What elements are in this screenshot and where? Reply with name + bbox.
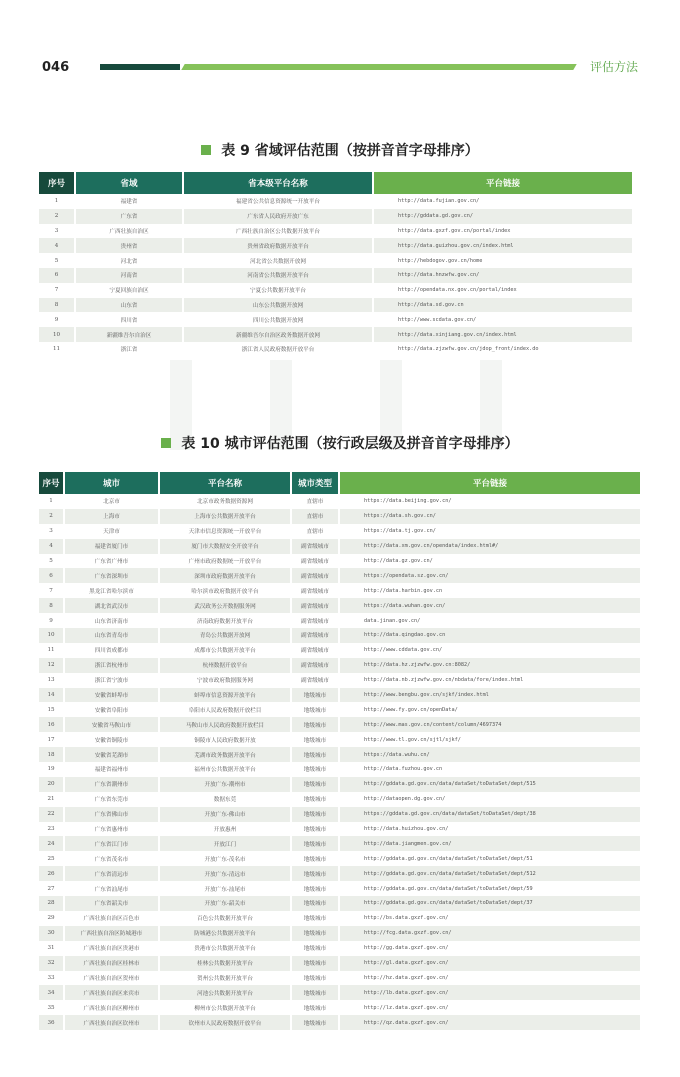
table-cell: 广东省深圳市	[65, 568, 160, 583]
table-cell: 11	[39, 342, 76, 357]
table-cell: 广东省茂名市	[65, 851, 160, 866]
platform-link-cell: http://gddata.gd.gov.cn/data/dataSet/toDataSet/dept/512	[340, 866, 642, 881]
table-cell: 武汉政务公开数据服务网	[160, 598, 292, 613]
platform-link-cell: http://fcg.data.gxzf.gov.cn/	[340, 926, 642, 941]
table-row	[39, 583, 642, 598]
table9	[39, 172, 634, 357]
platform-link-cell: http://www.scdata.gov.cn/	[374, 312, 634, 327]
table-cell: 广西壮族自治区贵港市	[65, 941, 160, 956]
table-cell: 地级城市	[292, 866, 340, 881]
platform-link-cell: http://gl.data.gxzf.gov.cn/	[340, 956, 642, 971]
table-cell: 上海市	[65, 509, 160, 524]
table-cell: 防城港公共数据开放平台	[160, 926, 292, 941]
table-cell: 20	[39, 777, 65, 792]
table-cell: 山东公共数据开放网	[184, 298, 374, 313]
table-cell: 9	[39, 613, 65, 628]
table-cell: 地级城市	[292, 777, 340, 792]
table-cell: 副省级城市	[292, 539, 340, 554]
platform-link-cell: http://opendata.nx.gov.cn/portal/index	[374, 283, 634, 298]
platform-link-cell: https://data.tj.gov.cn/	[340, 524, 642, 539]
table-cell: 13	[39, 673, 65, 688]
table-cell: 河南省	[76, 268, 184, 283]
table-row	[39, 209, 634, 224]
table-cell: 开放江门	[160, 836, 292, 851]
table-cell: 广东省韶关市	[65, 896, 160, 911]
table-cell: 27	[39, 881, 65, 896]
table-cell: 地级城市	[292, 717, 340, 732]
table-cell: 地级城市	[292, 941, 340, 956]
table-cell: 广西壮族自治区钦州市	[65, 1015, 160, 1030]
table-row	[39, 717, 642, 732]
table-cell: 河南省公共数据开放平台	[184, 268, 374, 283]
table-cell: 4	[39, 238, 76, 253]
header-bar-dark	[100, 64, 180, 70]
table-cell: 山东省济南市	[65, 613, 160, 628]
platform-link-cell: http://www.fy.gov.cn/openData/	[340, 702, 642, 717]
table-cell: 15	[39, 702, 65, 717]
table-cell: 开放惠州	[160, 822, 292, 837]
table-row	[39, 283, 634, 298]
table-cell: 济南政府数据开放平台	[160, 613, 292, 628]
table-cell: 宁夏回族自治区	[76, 283, 184, 298]
table-row	[39, 896, 642, 911]
platform-link-cell: http://gddata.gd.gov.cn/data/dataSet/toDataSet/dept/59	[340, 881, 642, 896]
platform-link-cell: http://data.fujian.gov.cn/	[374, 194, 634, 209]
platform-link-cell: https://data.sh.gov.cn/	[340, 509, 642, 524]
table9-title-text: 表 9 省域评估范围（按拼音首字母排序）	[221, 143, 479, 159]
table-cell: 广东省人民政府开放广东	[184, 209, 374, 224]
table-row	[39, 688, 642, 703]
table-cell: 32	[39, 956, 65, 971]
table-row	[39, 524, 642, 539]
platform-link-cell: http://data.nb.zjzwfw.gov.cn/nbdata/fore/index.html	[340, 673, 642, 688]
table-cell: 地级城市	[292, 896, 340, 911]
platform-link-cell: http://data.huizhou.gov.cn/	[340, 822, 642, 837]
table-row	[39, 851, 642, 866]
table-cell: 贵港市公共数据开放平台	[160, 941, 292, 956]
table-cell: 贺州公共数据开放平台	[160, 971, 292, 986]
title-square-icon	[161, 438, 171, 448]
table-row	[39, 777, 642, 792]
table-cell: 阜阳市人民政府数据开放栏目	[160, 702, 292, 717]
table-cell: 安徽省芜湖市	[65, 747, 160, 762]
table-cell: 上海市公共数据开放平台	[160, 509, 292, 524]
table-cell: 福建省福州市	[65, 762, 160, 777]
platform-link-cell: http://data.gz.gov.cn/	[340, 554, 642, 569]
platform-link-cell: http://www.tl.gov.cn/sjtl/sjkf/	[340, 732, 642, 747]
table-row	[39, 643, 642, 658]
table-cell: 8	[39, 298, 76, 313]
table-cell: 北京市	[65, 494, 160, 509]
table-cell: 青岛公共数据开放网	[160, 628, 292, 643]
table-cell: 北京市政务数据资源网	[160, 494, 292, 509]
table-cell: 12	[39, 658, 65, 673]
table-row	[39, 658, 642, 673]
table-cell: 28	[39, 896, 65, 911]
table-cell: 贵州省	[76, 238, 184, 253]
table-row	[39, 1015, 642, 1030]
table-cell: 16	[39, 717, 65, 732]
table-cell: 四川公共数据开放网	[184, 312, 374, 327]
table-cell: 广东省江门市	[65, 836, 160, 851]
platform-link-cell: http://data.hnzwfw.gov.cn/	[374, 268, 634, 283]
table-cell: 浙江省杭州市	[65, 658, 160, 673]
table-cell: 副省级城市	[292, 643, 340, 658]
table-cell: 地级城市	[292, 822, 340, 837]
platform-link-cell: https://data.wuhu.cn/	[340, 747, 642, 762]
table-cell: 5	[39, 253, 76, 268]
table-cell: 1	[39, 494, 65, 509]
platform-link-cell: http://data.sd.gov.cn	[374, 298, 634, 313]
table-cell: 地级城市	[292, 926, 340, 941]
table10-header-cell: 城市类型	[292, 472, 340, 494]
platform-link-cell: http://gddata.gd.gov.cn/data/dataSet/toDataSet/dept/515	[340, 777, 642, 792]
table-cell: 广西壮族自治区柳州市	[65, 1000, 160, 1015]
table-cell: 浙江省人民政府数据开放平台	[184, 342, 374, 357]
table-cell: 福建省	[76, 194, 184, 209]
table-row	[39, 673, 642, 688]
platform-link-cell: http://data.zjzwfw.gov.cn/jdop_front/index.do	[374, 342, 634, 357]
table-cell: 广东省	[76, 209, 184, 224]
table9-header-cell: 平台链接	[374, 172, 634, 194]
table-cell: 广西壮族自治区防城港市	[65, 926, 160, 941]
table-cell: 广西壮族自治区	[76, 224, 184, 239]
table-cell: 副省级城市	[292, 554, 340, 569]
table-row	[39, 792, 642, 807]
table-cell: 广东省惠州市	[65, 822, 160, 837]
table-cell: 广东省清远市	[65, 866, 160, 881]
platform-link-cell: http://data.xm.gov.cn/opendata/index.html#/	[340, 539, 642, 554]
platform-link-cell: http://data.fuzhou.gov.cn	[340, 762, 642, 777]
table-cell: 浙江省	[76, 342, 184, 357]
table-cell: 福建省公共信息资源统一开放平台	[184, 194, 374, 209]
table-cell: 10	[39, 327, 76, 342]
table10-header-cell: 平台名称	[160, 472, 292, 494]
table-row	[39, 568, 642, 583]
platform-link-cell: http://gddata.gd.gov.cn/data/dataSet/toDataSet/dept/51	[340, 851, 642, 866]
table-row	[39, 702, 642, 717]
table-cell: 2	[39, 509, 65, 524]
table-cell: 24	[39, 836, 65, 851]
platform-link-cell: http://data.jiangmen.gov.cn/	[340, 836, 642, 851]
table-row	[39, 985, 642, 1000]
platform-link-cell: https://opendata.sz.gov.cn/	[340, 568, 642, 583]
table-cell: 35	[39, 1000, 65, 1015]
table-cell: 3	[39, 524, 65, 539]
table-cell: 河池公共数据开放平台	[160, 985, 292, 1000]
platform-link-cell: http://dataopen.dg.gov.cn/	[340, 792, 642, 807]
table-cell: 安徽省马鞍山市	[65, 717, 160, 732]
table-cell: 7	[39, 283, 76, 298]
table-cell: 广西壮族自治区来宾市	[65, 985, 160, 1000]
table-cell: 副省级城市	[292, 613, 340, 628]
platform-link-cell: https://data.wuhan.gov.cn/	[340, 598, 642, 613]
table10	[39, 472, 642, 1030]
platform-link-cell: http://data.gxzf.gov.cn/portal/index	[374, 224, 634, 239]
table-row	[39, 911, 642, 926]
table-cell: 10	[39, 628, 65, 643]
table-cell: 地级城市	[292, 1000, 340, 1015]
table-cell: 地级城市	[292, 792, 340, 807]
table-cell: 新疆维吾尔自治区政务数据开放网	[184, 327, 374, 342]
table-cell: 地级城市	[292, 702, 340, 717]
table-cell: 钦州市人民政府数据开放平台	[160, 1015, 292, 1030]
table-row	[39, 822, 642, 837]
table-cell: 新疆维吾尔自治区	[76, 327, 184, 342]
table-cell: 广西壮族自治区桂林市	[65, 956, 160, 971]
table-cell: 25	[39, 851, 65, 866]
table-row	[39, 866, 642, 881]
table-cell: 直辖市	[292, 494, 340, 509]
table-cell: 安徽省铜陵市	[65, 732, 160, 747]
platform-link-cell: http://hebdogov.gov.cn/home	[374, 253, 634, 268]
table-cell: 广州市政府数据统一开放平台	[160, 554, 292, 569]
table-row	[39, 539, 642, 554]
page-number: 046	[42, 60, 70, 75]
table10-title	[0, 433, 680, 453]
table10-title-text: 表 10 城市评估范围（按行政层级及拼音首字母排序）	[181, 436, 519, 452]
table-cell: 副省级城市	[292, 568, 340, 583]
table-cell: 柳州市公共数据开放平台	[160, 1000, 292, 1015]
table-cell: 7	[39, 583, 65, 598]
table-row	[39, 298, 634, 313]
table-cell: 成都市公共数据开放平台	[160, 643, 292, 658]
table-row	[39, 268, 634, 283]
table9-header-cell: 省域	[76, 172, 184, 194]
table-cell: 地级城市	[292, 881, 340, 896]
table10-header-row	[39, 472, 642, 494]
table-cell: 桂林公共数据开放平台	[160, 956, 292, 971]
table-row	[39, 1000, 642, 1015]
platform-link-cell: https://data.beijing.gov.cn/	[340, 494, 642, 509]
table-cell: 3	[39, 224, 76, 239]
table-cell: 地级城市	[292, 956, 340, 971]
table-cell: 副省级城市	[292, 673, 340, 688]
table10-header-cell: 城市	[65, 472, 160, 494]
table-cell: 地级城市	[292, 851, 340, 866]
table-cell: 贵州省政府数据开放平台	[184, 238, 374, 253]
table-cell: 马鞍山市人民政府数据开放栏目	[160, 717, 292, 732]
table-cell: 9	[39, 312, 76, 327]
table-cell: 地级城市	[292, 762, 340, 777]
table-cell: 宁夏公共数据开放平台	[184, 283, 374, 298]
table-cell: 17	[39, 732, 65, 747]
platform-link-cell: http://www.mas.gov.cn/content/column/4697374	[340, 717, 642, 732]
table-cell: 地级城市	[292, 985, 340, 1000]
table-cell: 19	[39, 762, 65, 777]
platform-link-cell: http://lb.data.gxzf.gov.cn/	[340, 985, 642, 1000]
table-cell: 广西壮族自治区百色市	[65, 911, 160, 926]
table-cell: 29	[39, 911, 65, 926]
table-cell: 33	[39, 971, 65, 986]
table-row	[39, 613, 642, 628]
table-cell: 深圳市政府数据开放平台	[160, 568, 292, 583]
table-cell: 广西壮族自治区公共数据开放平台	[184, 224, 374, 239]
table-row	[39, 628, 642, 643]
platform-link-cell: http://qz.data.gxzf.gov.cn/	[340, 1015, 642, 1030]
platform-link-cell: data.jinan.gov.cn/	[340, 613, 642, 628]
table-cell: 副省级城市	[292, 583, 340, 598]
table-cell: 四川省成都市	[65, 643, 160, 658]
table-cell: 天津市信息资源统一开放平台	[160, 524, 292, 539]
table-cell: 11	[39, 643, 65, 658]
table-cell: 山东省青岛市	[65, 628, 160, 643]
table-cell: 4	[39, 539, 65, 554]
table-cell: 开放广东-潮州市	[160, 777, 292, 792]
table-cell: 湖北省武汉市	[65, 598, 160, 613]
table-cell: 黑龙江省哈尔滨市	[65, 583, 160, 598]
table-cell: 浙江省宁波市	[65, 673, 160, 688]
table-cell: 36	[39, 1015, 65, 1030]
section-title: 评估方法	[590, 60, 639, 74]
table-cell: 四川省	[76, 312, 184, 327]
table9-title	[0, 140, 680, 160]
table-cell: 天津市	[65, 524, 160, 539]
table-cell: 芜湖市政务数据开放平台	[160, 747, 292, 762]
platform-link-cell: http://data.xinjiang.gov.cn/index.html	[374, 327, 634, 342]
table-row	[39, 807, 642, 822]
table-cell: 广东省佛山市	[65, 807, 160, 822]
platform-link-cell: http://bs.data.gxzf.gov.cn/	[340, 911, 642, 926]
table-row	[39, 509, 642, 524]
table-row	[39, 194, 634, 209]
table-cell: 地级城市	[292, 1015, 340, 1030]
table-cell: 18	[39, 747, 65, 762]
table-cell: 直辖市	[292, 509, 340, 524]
table-cell: 31	[39, 941, 65, 956]
table-cell: 30	[39, 926, 65, 941]
platform-link-cell: https://gddata.gd.gov.cn/data/dataSet/toDataSet/dept/38	[340, 807, 642, 822]
platform-link-cell: http://www.bengbu.gov.cn/sjkf/index.html	[340, 688, 642, 703]
table-cell: 蚌埠市信息资源开放平台	[160, 688, 292, 703]
table-row	[39, 253, 634, 268]
table-cell: 开放广东-韶关市	[160, 896, 292, 911]
table-cell: 广东省汕尾市	[65, 881, 160, 896]
table-row	[39, 554, 642, 569]
table-cell: 6	[39, 268, 76, 283]
table-cell: 6	[39, 568, 65, 583]
table9-header-row	[39, 172, 634, 194]
table-row	[39, 941, 642, 956]
table-cell: 广东省广州市	[65, 554, 160, 569]
table-row	[39, 926, 642, 941]
table-row	[39, 598, 642, 613]
table-row	[39, 747, 642, 762]
table-cell: 哈尔滨市政府数据开放平台	[160, 583, 292, 598]
table-cell: 地级城市	[292, 807, 340, 822]
platform-link-cell: http://data.hz.zjzwfw.gov.cn:8082/	[340, 658, 642, 673]
table-cell: 副省级城市	[292, 598, 340, 613]
platform-link-cell: http://gddata.gd.gov.cn/data/dataSet/toDataSet/dept/37	[340, 896, 642, 911]
table10-header-cell: 平台链接	[340, 472, 642, 494]
table-cell: 地级城市	[292, 732, 340, 747]
table-cell: 地级城市	[292, 911, 340, 926]
table-cell: 广西壮族自治区贺州市	[65, 971, 160, 986]
table-cell: 福州市公共数据开放平台	[160, 762, 292, 777]
table-cell: 杭州数据开放平台	[160, 658, 292, 673]
table-cell: 福建省厦门市	[65, 539, 160, 554]
table-cell: 地级城市	[292, 836, 340, 851]
table-cell: 宁波市政府数据服务网	[160, 673, 292, 688]
table-cell: 14	[39, 688, 65, 703]
table-cell: 地级城市	[292, 747, 340, 762]
table-row	[39, 342, 634, 357]
platform-link-cell: http://data.qingdao.gov.cn	[340, 628, 642, 643]
table-cell: 副省级城市	[292, 628, 340, 643]
table-row	[39, 956, 642, 971]
table-cell: 1	[39, 194, 76, 209]
platform-link-cell: http://www.cddata.gov.cn/	[340, 643, 642, 658]
table-cell: 安徽省蚌埠市	[65, 688, 160, 703]
table-cell: 22	[39, 807, 65, 822]
table-cell: 副省级城市	[292, 658, 340, 673]
table-row	[39, 494, 642, 509]
table-cell: 河北省	[76, 253, 184, 268]
table-cell: 2	[39, 209, 76, 224]
table-cell: 广东省东莞市	[65, 792, 160, 807]
table-cell: 百色公共数据开放平台	[160, 911, 292, 926]
table-cell: 5	[39, 554, 65, 569]
platform-link-cell: http://data.harbin.gov.cn	[340, 583, 642, 598]
table-cell: 开放广东-汕尾市	[160, 881, 292, 896]
platform-link-cell: http://lz.data.gxzf.gov.cn/	[340, 1000, 642, 1015]
table-cell: 开放广东-清远市	[160, 866, 292, 881]
table-cell: 地级城市	[292, 971, 340, 986]
table-cell: 23	[39, 822, 65, 837]
platform-link-cell: http://gg.data.gxzf.gov.cn/	[340, 941, 642, 956]
table10-header-cell: 序号	[39, 472, 65, 494]
table-cell: 数据东莞	[160, 792, 292, 807]
table-row	[39, 327, 634, 342]
table-row	[39, 762, 642, 777]
table-cell: 厦门市大数据安全开放平台	[160, 539, 292, 554]
table-cell: 开放广东-佛山市	[160, 807, 292, 822]
table-row	[39, 881, 642, 896]
table-cell: 26	[39, 866, 65, 881]
header-bar-green	[181, 64, 576, 70]
title-square-icon	[201, 145, 211, 155]
table-cell: 铜陵市人民政府数据开放	[160, 732, 292, 747]
table-row	[39, 732, 642, 747]
table-cell: 地级城市	[292, 688, 340, 703]
table-row	[39, 224, 634, 239]
table9-header-cell: 省本级平台名称	[184, 172, 374, 194]
table-cell: 34	[39, 985, 65, 1000]
platform-link-cell: http://gddata.gd.gov.cn/	[374, 209, 634, 224]
table-row	[39, 971, 642, 986]
table-cell: 河北省公共数据开放网	[184, 253, 374, 268]
table-row	[39, 312, 634, 327]
table-cell: 直辖市	[292, 524, 340, 539]
platform-link-cell: http://data.guizhou.gov.cn/index.html	[374, 238, 634, 253]
table-cell: 广东省潮州市	[65, 777, 160, 792]
table-cell: 安徽省阜阳市	[65, 702, 160, 717]
table-cell: 21	[39, 792, 65, 807]
table-row	[39, 238, 634, 253]
table-cell: 开放广东-茂名市	[160, 851, 292, 866]
table-cell: 山东省	[76, 298, 184, 313]
table9-header-cell: 序号	[39, 172, 76, 194]
table-cell: 8	[39, 598, 65, 613]
table-row	[39, 836, 642, 851]
platform-link-cell: http://hz.data.gxzf.gov.cn/	[340, 971, 642, 986]
